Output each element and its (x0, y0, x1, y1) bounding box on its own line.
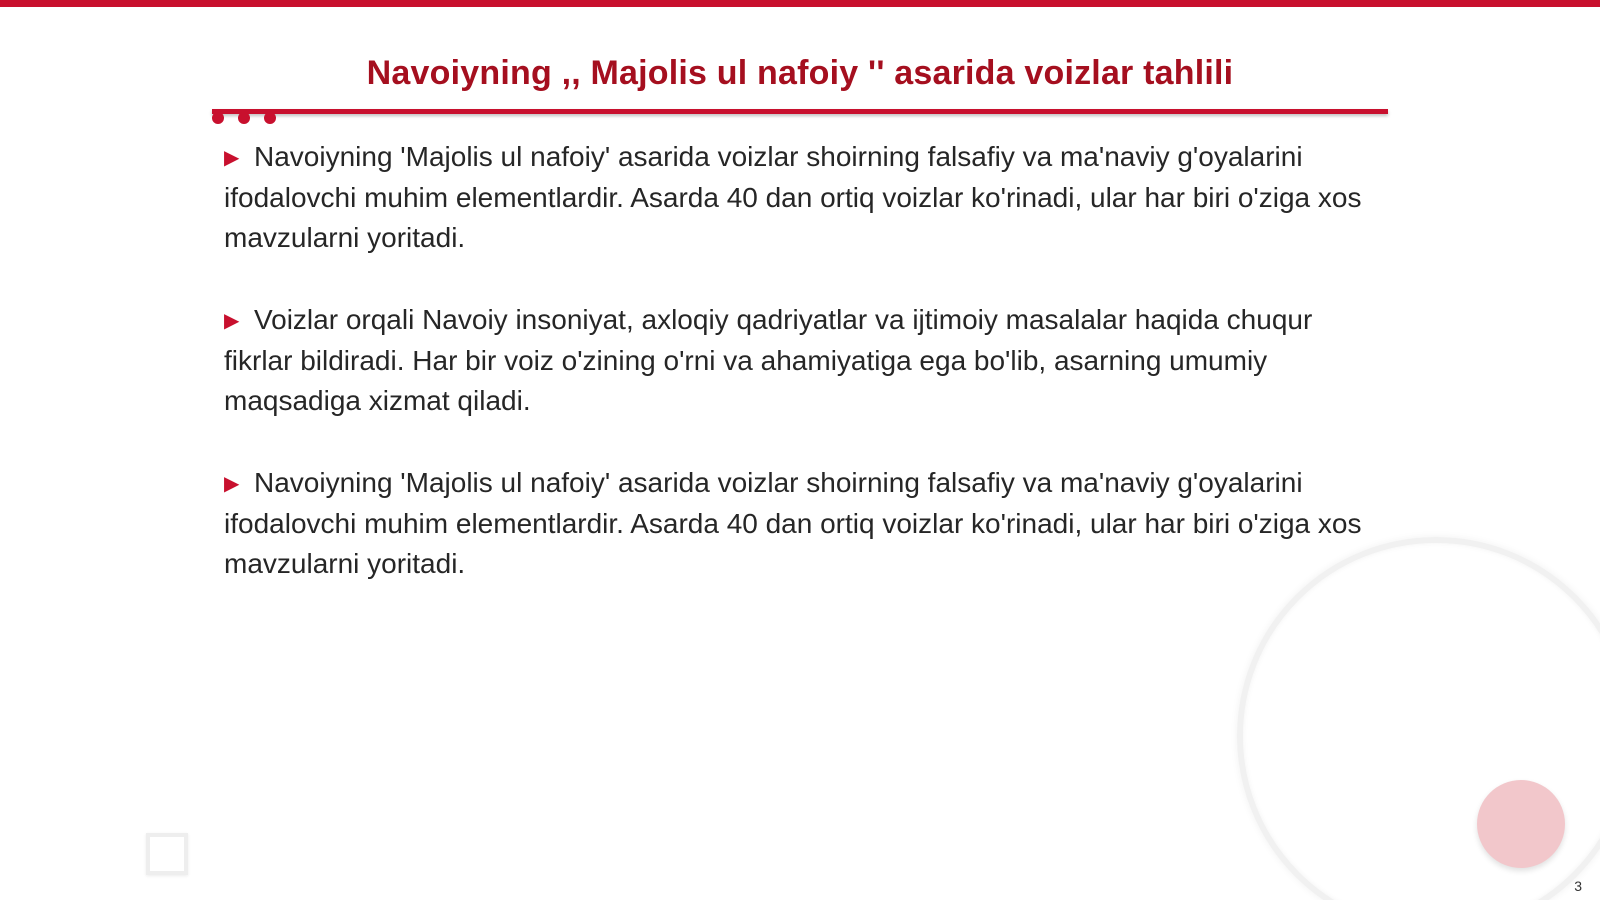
triangle-bullet-icon: ▶ (224, 473, 240, 495)
decor-dot-3 (264, 112, 276, 124)
paragraph-text-3: Navoiyning 'Majolis ul nafoiy' asarida voizlar shoirning falsafiy va ma'naviy g'oyalarini ifodalovchi muhim elementlardir. Asarda 40 dan ortiq voizlar ko'rinadi, ular har biri o'ziga xos mavzularni yoritadi. (224, 467, 1362, 579)
paragraph-text-1: Navoiyning 'Majolis ul nafoiy' asarida voizlar shoirning falsafiy va ma'naviy g'oyalarini ifodalovchi muhim elementlardir. Asarda 40 dan ortiq voizlar ko'rinadi, ular har biri o'ziga xos mavzularni yoritadi. (224, 141, 1362, 253)
slide-title: Navoiyning ,, Majolis ul nafoiy '' asarida voizlar tahlili (366, 54, 1234, 92)
slide-content (224, 137, 1364, 626)
decor-dot-1 (212, 112, 224, 124)
paragraph-text-2: Voizlar orqali Navoiy insoniyat, axloqiy qadriyatlar va ijtimoiy masalalar haqida chuqur fikrlar bildiradi. Har bir voiz o'zining o'rni va ahamiyatiga ega bo'lib, asarning umumiy maqsadiga xizmat qiladi. (224, 304, 1313, 416)
page-number: 3 (1574, 878, 1582, 894)
triangle-bullet-icon: ▶ (224, 147, 240, 169)
bullet-paragraph-2 (224, 300, 1364, 421)
bullet-paragraph-3 (224, 463, 1364, 584)
title-underline (212, 109, 1388, 114)
decor-square (146, 833, 188, 875)
top-accent-bar (0, 0, 1600, 7)
decor-pink-circle (1477, 780, 1565, 868)
triangle-bullet-icon: ▶ (224, 310, 240, 332)
decor-dot-2 (238, 112, 250, 124)
bullet-paragraph-1 (224, 137, 1364, 258)
